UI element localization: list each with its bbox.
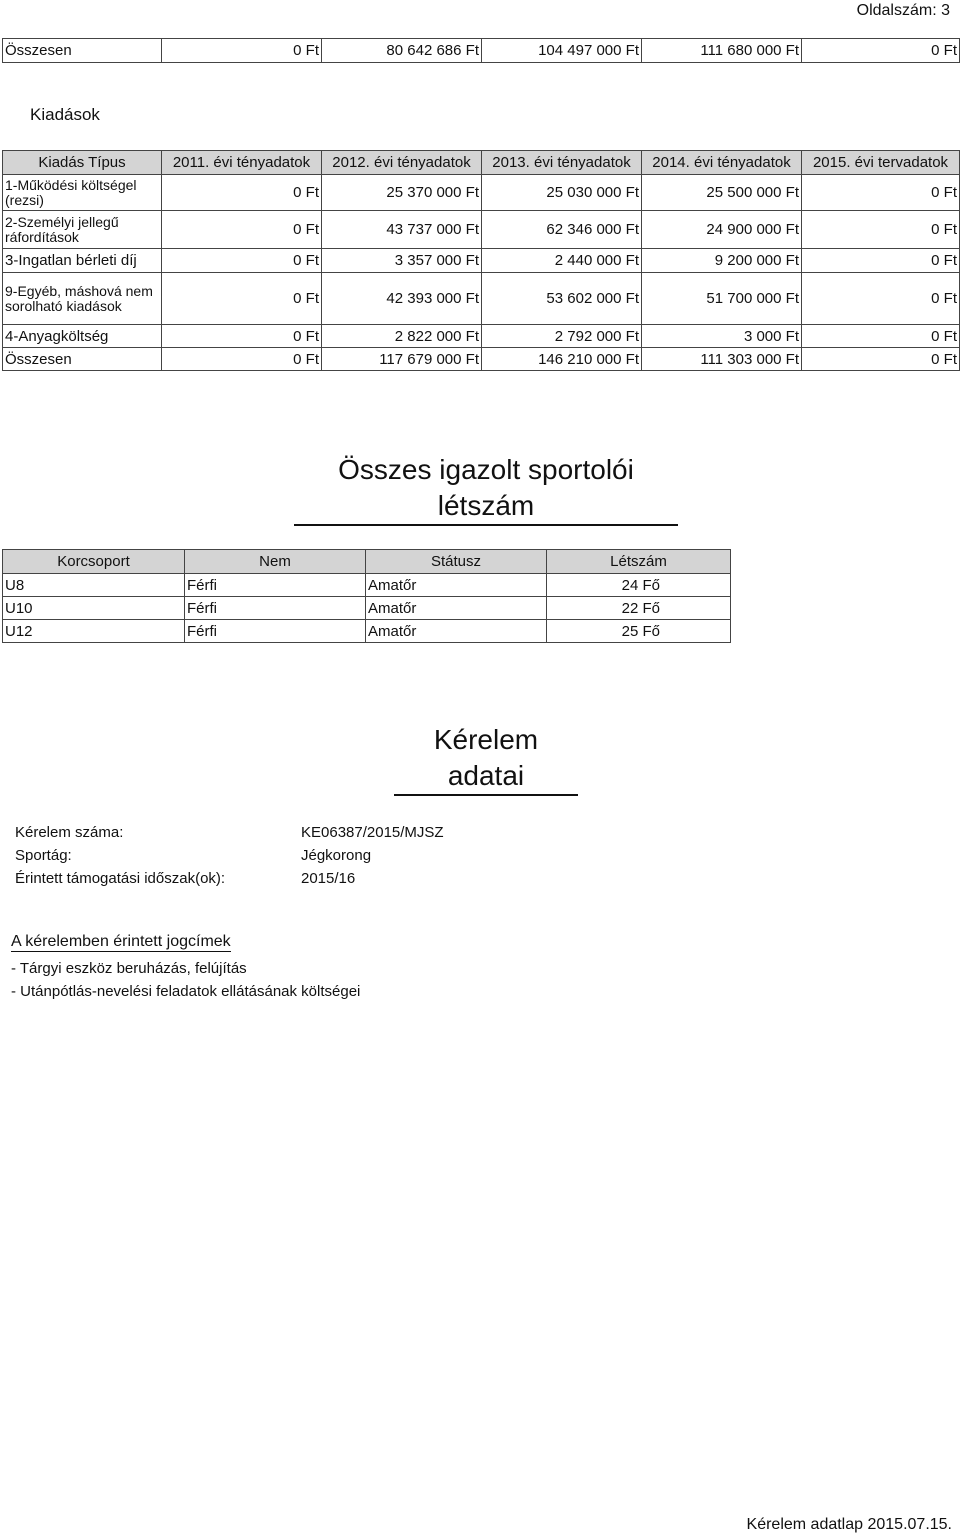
table-row xyxy=(3,273,960,325)
top-total-table xyxy=(2,38,960,63)
table-row xyxy=(3,175,960,211)
top-total-value: 111 680 000 Ft xyxy=(642,39,802,63)
kiadasok-header-row xyxy=(3,151,960,175)
table-row xyxy=(3,620,731,643)
cell-statusz: Amatőr xyxy=(366,620,547,643)
cell-value: 25 500 000 Ft xyxy=(642,175,802,211)
cell-value: 146 210 000 Ft xyxy=(482,348,642,371)
cell-statusz: Amatőr xyxy=(366,574,547,597)
cell-nem: Férfi xyxy=(185,620,366,643)
cell-value: 0 Ft xyxy=(162,175,322,211)
cell-value: 2 792 000 Ft xyxy=(482,325,642,348)
cell-value: 51 700 000 Ft xyxy=(642,273,802,325)
top-total-value: 80 642 686 Ft xyxy=(322,39,482,63)
cell-value: 62 346 000 Ft xyxy=(482,211,642,249)
cell-value: 117 679 000 Ft xyxy=(322,348,482,371)
cell-nem: Férfi xyxy=(185,597,366,620)
field-row xyxy=(15,824,515,847)
table-row xyxy=(3,597,731,620)
top-total-value: 0 Ft xyxy=(802,39,960,63)
cell-letszam: 22 Fő xyxy=(547,597,731,620)
column-header: Kiadás Típus xyxy=(3,151,162,175)
column-header: Státusz xyxy=(366,550,547,574)
field-label: Kérelem száma: xyxy=(15,824,124,841)
field-row xyxy=(15,870,515,893)
cell-value: 2 440 000 Ft xyxy=(482,249,642,273)
top-total-value: 0 Ft xyxy=(162,39,322,63)
row-label: 2-Személyi jellegű ráfordítások xyxy=(3,211,162,249)
cell-korcsoport: U10 xyxy=(3,597,185,620)
column-header: Létszám xyxy=(547,550,731,574)
cell-letszam: 24 Fő xyxy=(547,574,731,597)
jogcim-item: - Utánpótlás-nevelési feladatok ellátásának költségei xyxy=(11,983,361,1000)
top-total-row xyxy=(3,39,960,63)
cell-value: 0 Ft xyxy=(162,325,322,348)
cell-value: 43 737 000 Ft xyxy=(322,211,482,249)
column-header: 2012. évi tényadatok xyxy=(322,151,482,175)
table-row xyxy=(3,325,960,348)
cell-statusz: Amatőr xyxy=(366,597,547,620)
field-value: KE06387/2015/MJSZ xyxy=(301,824,444,841)
cell-value: 0 Ft xyxy=(802,348,960,371)
top-total-label: Összesen xyxy=(3,39,162,63)
cell-value: 0 Ft xyxy=(162,273,322,325)
top-total-value: 104 497 000 Ft xyxy=(482,39,642,63)
column-header: 2011. évi tényadatok xyxy=(162,151,322,175)
cell-value: 0 Ft xyxy=(802,249,960,273)
row-label: 4-Anyagköltség xyxy=(3,325,162,348)
cell-value: 111 303 000 Ft xyxy=(642,348,802,371)
jogcim-item: - Tárgyi eszköz beruházás, felújítás xyxy=(11,960,247,977)
cell-value: 9 200 000 Ft xyxy=(642,249,802,273)
field-label: Érintett támogatási időszak(ok): xyxy=(15,870,226,887)
column-header: 2015. évi tervadatok xyxy=(802,151,960,175)
sportolok-title: Összes igazolt sportolói létszám xyxy=(294,452,678,526)
kerelem-title: Kérelem adatai xyxy=(394,722,578,796)
sportolok-header-row xyxy=(3,550,731,574)
field-row xyxy=(15,847,515,870)
row-label: Összesen xyxy=(3,348,162,371)
row-label: 9-Egyéb, máshová nem sorolható kiadások xyxy=(3,273,162,325)
column-header: Korcsoport xyxy=(3,550,185,574)
cell-value: 0 Ft xyxy=(802,211,960,249)
cell-value: 3 357 000 Ft xyxy=(322,249,482,273)
column-header: 2013. évi tényadatok xyxy=(482,151,642,175)
cell-value: 42 393 000 Ft xyxy=(322,273,482,325)
jogcimek-title: A kérelemben érintett jogcímek xyxy=(11,933,231,950)
cell-nem: Férfi xyxy=(185,574,366,597)
cell-korcsoport: U8 xyxy=(3,574,185,597)
row-label: 1-Működési költségel (rezsi) xyxy=(3,175,162,211)
cell-value: 25 030 000 Ft xyxy=(482,175,642,211)
sportolok-table xyxy=(2,549,731,643)
kerelem-fields xyxy=(15,824,515,893)
sportolok-heading-wrap xyxy=(294,452,678,521)
cell-value: 3 000 Ft xyxy=(642,325,802,348)
field-value: 2015/16 xyxy=(301,870,356,887)
kerelem-heading-wrap xyxy=(394,722,578,791)
row-label: 3-Ingatlan bérleti díj xyxy=(3,249,162,273)
cell-value: 0 Ft xyxy=(162,211,322,249)
cell-value: 0 Ft xyxy=(802,273,960,325)
cell-value: 0 Ft xyxy=(802,325,960,348)
table-row xyxy=(3,249,960,273)
cell-value: 25 370 000 Ft xyxy=(322,175,482,211)
cell-value: 53 602 000 Ft xyxy=(482,273,642,325)
page-number: Oldalszám: 3 xyxy=(856,2,950,19)
footer-text: Kérelem adatlap 2015.07.15. xyxy=(746,1516,952,1533)
kiadasok-table xyxy=(2,150,960,371)
field-label: Sportág: xyxy=(15,847,72,864)
cell-value: 24 900 000 Ft xyxy=(642,211,802,249)
table-row xyxy=(3,574,731,597)
field-value: Jégkorong xyxy=(301,847,372,864)
cell-value: 0 Ft xyxy=(162,348,322,371)
cell-korcsoport: U12 xyxy=(3,620,185,643)
total-row xyxy=(3,348,960,371)
cell-letszam: 25 Fő xyxy=(547,620,731,643)
cell-value: 0 Ft xyxy=(802,175,960,211)
column-header: 2014. évi tényadatok xyxy=(642,151,802,175)
jogcimek-section xyxy=(11,933,360,1003)
table-row xyxy=(3,211,960,249)
cell-value: 2 822 000 Ft xyxy=(322,325,482,348)
column-header: Nem xyxy=(185,550,366,574)
kiadasok-title: Kiadások xyxy=(30,105,100,124)
cell-value: 0 Ft xyxy=(162,249,322,273)
